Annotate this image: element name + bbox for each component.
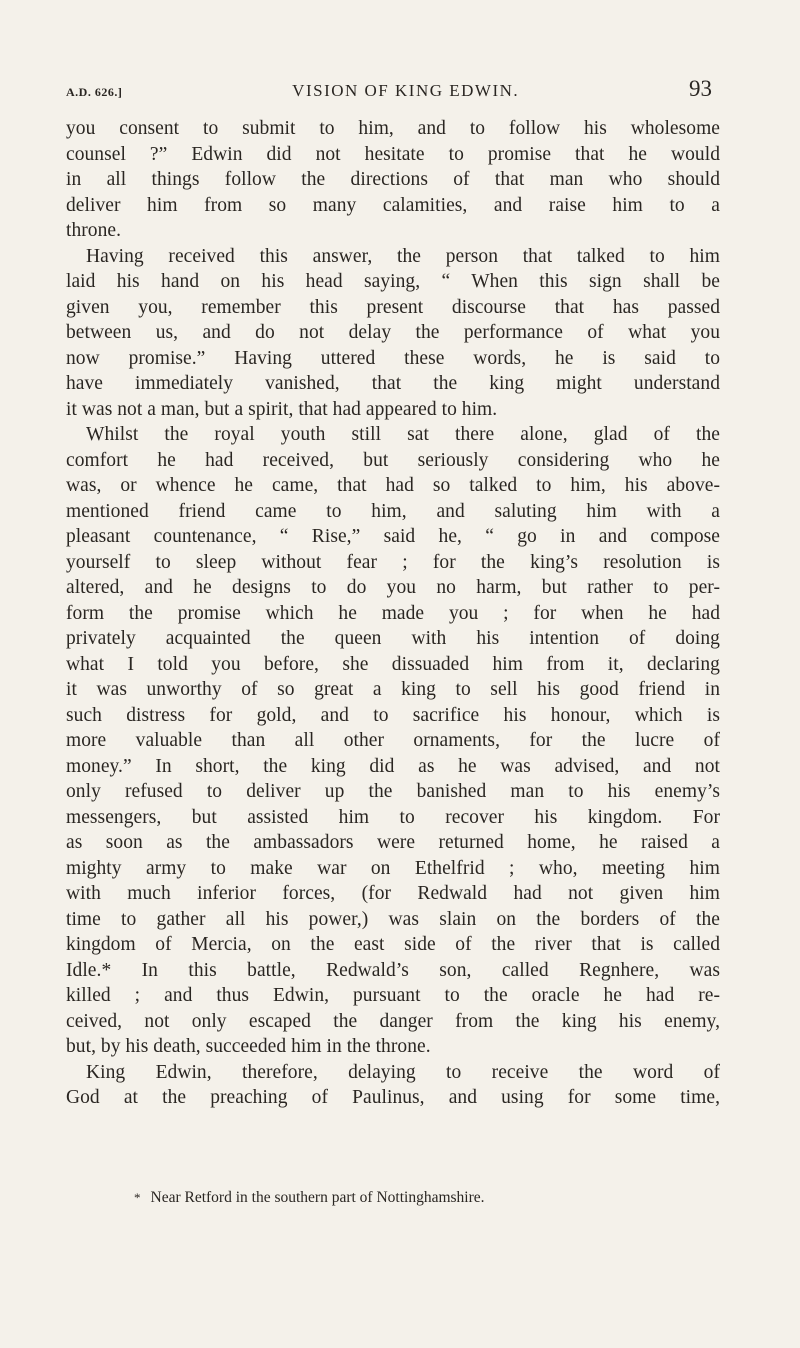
text-line: now promise.” Having uttered these words, he is said to (66, 347, 720, 369)
text-line: given you, remember this present discourse that has passed (66, 296, 720, 318)
text-line: throne. (66, 220, 122, 241)
text-line: privately acquainted the queen with his intention of doing (66, 628, 720, 649)
text-line: Having received this answer, the person that talked to him (86, 245, 720, 267)
text-line: deliver him from so many calamities, and raise him to a (66, 194, 720, 216)
text-line: counsel ?” Edwin did not hesitate to promise that he would (66, 143, 720, 165)
header-title: VISION OF KING EDWIN. (292, 81, 520, 100)
text-line: pleasant countenance, “ Rise,” said he, “ go in and compose (66, 526, 720, 547)
text-line: messengers, but assisted him to recover his kingdom. For (66, 806, 720, 828)
text-line: yourself to sleep without fear ; for the king’s resolution is (66, 551, 720, 573)
text-line: have immediately vanished, that the king might understand (66, 373, 720, 394)
text-line: such distress for gold, and to sacrifice his honour, which is (66, 704, 720, 726)
text-line: it was not a man, but a spirit, that had appeared to him. (66, 398, 498, 420)
text-line: kingdom of Mercia, on the east side of the river that is called (66, 934, 720, 955)
text-line: more valuable than all other ornaments, for the lucre of (66, 730, 720, 751)
text-line: what I told you before, she dissuaded him from it, declaring (66, 653, 720, 675)
body-text (66, 116, 720, 1111)
text-line: as soon as the ambassadors were returned home, he raised a (66, 832, 720, 853)
text-line: Idle.* In this battle, Redwald’s son, called Regnhere, was (66, 959, 720, 981)
text-line: form the promise which he made you ; for when he had (66, 602, 720, 624)
footnote-mark: * (134, 1190, 141, 1205)
text-line: altered, and he designs to do you no harm, but rather to per- (66, 577, 720, 598)
text-line: was, or whence he came, that had so talked to him, his above- (66, 475, 720, 496)
text-line: killed ; and thus Edwin, pursuant to the oracle he had re- (66, 985, 720, 1006)
text-line: God at the preaching of Paulinus, and using for some time, (66, 1087, 720, 1108)
text-line: but, by his death, succeeded him in the throne. (66, 1036, 431, 1057)
text-line: you consent to submit to him, and to follow his wholesome (66, 118, 720, 139)
text-line: ceived, not only escaped the danger from the king his enemy, (66, 1010, 720, 1032)
text-line: between us, and do not delay the performance of what you (66, 322, 720, 343)
text-line: only refused to deliver up the banished man to his enemy’s (66, 781, 720, 802)
text-line: with much inferior forces, (for Redwald had not given him (66, 883, 720, 904)
text-line: mentioned friend came to him, and saluting him with a (66, 500, 720, 522)
text-line: Whilst the royal youth still sat there alone, glad of the (86, 424, 720, 445)
text-line: laid his hand on his head saying, “ When this sign shall be (66, 271, 720, 292)
text-line: King Edwin, therefore, delaying to receive the word of (86, 1061, 720, 1083)
footnote-text: Near Retford in the southern part of Nottinghamshire. (150, 1189, 485, 1206)
text-line: mighty army to make war on Ethelfrid ; who, meeting him (66, 857, 720, 879)
text-line: in all things follow the directions of that man who should (66, 169, 720, 190)
text-line: comfort he had received, but seriously considering who he (66, 449, 720, 471)
text-line: time to gather all his power,) was slain on the borders of the (66, 908, 720, 930)
page-number: 93 (689, 76, 712, 101)
text-line: money.” In short, the king did as he was advised, and not (66, 755, 720, 777)
running-head (66, 76, 712, 102)
footnote (134, 1188, 485, 1208)
text-line: it was unworthy of so great a king to sell his good friend in (66, 679, 720, 700)
header-date: A.D. 626.] (66, 85, 123, 99)
